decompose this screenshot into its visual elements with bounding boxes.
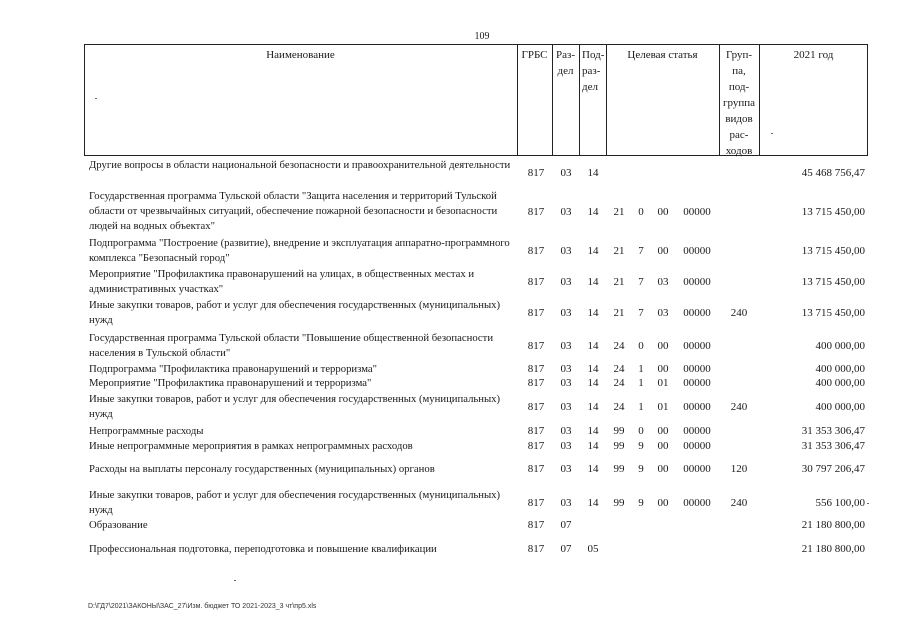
cell-program: 21	[613, 206, 625, 218]
cell-subprogram: 0	[638, 425, 644, 437]
cell-podrazdel: 14	[587, 401, 599, 413]
cell-event: 00	[657, 463, 669, 475]
cell-razdel: 03	[560, 463, 572, 475]
cell-direction: 00000	[683, 245, 711, 257]
row-name: Мероприятие "Профилактика правонарушений и терроризма"	[89, 377, 372, 389]
cell-amount: 13 715 450,00	[801, 307, 865, 319]
cell-amount: 13 715 450,00	[801, 245, 865, 257]
row-name: Образование	[89, 519, 148, 531]
cell-event: 01	[657, 401, 669, 413]
cell-program: 24	[613, 363, 625, 375]
cell-podrazdel: 05	[587, 543, 599, 555]
cell-razdel: 03	[560, 363, 572, 375]
cell-subprogram: 7	[638, 307, 644, 319]
cell-event: 00	[657, 425, 669, 437]
cell-grbs: 817	[527, 377, 545, 389]
header-target-article: Целевая статья	[627, 49, 698, 61]
cell-program: 21	[613, 245, 625, 257]
cell-event: 00	[657, 497, 669, 509]
cell-podrazdel: 14	[587, 497, 599, 509]
cell-event: 00	[657, 440, 669, 452]
cell-program: 99	[613, 425, 625, 437]
cell-podrazdel: 14	[587, 245, 599, 257]
cell-razdel: 03	[560, 401, 572, 413]
cell-event: 03	[657, 276, 669, 288]
row-name: Другие вопросы в области национальной безопасности и правоохранительной деятельности	[89, 159, 511, 171]
cell-grbs: 817	[527, 425, 545, 437]
cell-podrazdel: 14	[587, 425, 599, 437]
cell-direction: 00000	[683, 440, 711, 452]
cell-razdel: 03	[560, 167, 572, 179]
scan-speck	[95, 98, 97, 99]
cell-expense-type: 120	[730, 463, 748, 475]
row-name: Иные закупки товаров, работ и услуг для обеспечения государственных (муниципальных) нужд	[89, 299, 501, 326]
cell-program: 99	[613, 440, 625, 452]
header-name: Наименование	[266, 49, 335, 61]
cell-grbs: 817	[527, 519, 545, 531]
cell-direction: 00000	[683, 497, 711, 509]
cell-program: 99	[613, 497, 625, 509]
cell-amount: 13 715 450,00	[801, 206, 865, 218]
cell-event: 00	[657, 340, 669, 352]
cell-podrazdel: 14	[587, 377, 599, 389]
row-name: Расходы на выплаты персоналу государственных (муниципальных) органов	[89, 463, 435, 475]
cell-grbs: 817	[527, 440, 545, 452]
cell-podrazdel: 14	[587, 363, 599, 375]
cell-grbs: 817	[527, 206, 545, 218]
cell-program: 21	[613, 307, 625, 319]
cell-podrazdel: 14	[587, 463, 599, 475]
header-expense-type: Груп- па, под- группа видов рас- ходов	[722, 49, 756, 157]
header-year-2021: 2021 год	[793, 49, 834, 61]
row-name: Подпрограмма "Профилактика правонарушений и терроризма"	[89, 363, 378, 375]
cell-direction: 00000	[683, 307, 711, 319]
row-name: Государственная программа Тульской области "Защита населения и территорий Тульской области от чрезвычайных ситуаций, обеспечение пожарной безопасности и безопасности людей на водных объектах"	[89, 190, 498, 232]
row-name: Иные закупки товаров, работ и услуг для обеспечения государственных (муниципальных) нужд	[89, 393, 501, 420]
cell-expense-type: 240	[730, 497, 748, 509]
cell-amount: 556 100,00	[815, 497, 865, 509]
cell-subprogram: 1	[638, 363, 644, 375]
cell-program: 99	[613, 463, 625, 475]
cell-subprogram: 1	[638, 401, 644, 413]
cell-razdel: 03	[560, 206, 572, 218]
header-podrazdel: Под- раз- дел	[582, 49, 605, 93]
cell-program: 24	[613, 401, 625, 413]
cell-amount: 400 000,00	[815, 340, 865, 352]
cell-podrazdel: 14	[587, 276, 599, 288]
scan-speck	[771, 133, 773, 134]
cell-direction: 00000	[683, 206, 711, 218]
cell-amount: 21 180 800,00	[801, 543, 865, 555]
scan-speck	[234, 580, 236, 581]
cell-razdel: 07	[560, 519, 572, 531]
cell-event: 00	[657, 206, 669, 218]
cell-subprogram: 7	[638, 276, 644, 288]
file-path-footer: D:\ГД7\2021\ЗАКОНЫ\ЗАС_27\Изм. бюджет ТО 2021-2023_3 чт\пр5.xls	[88, 603, 317, 610]
cell-expense-type: 240	[730, 401, 748, 413]
cell-grbs: 817	[527, 543, 545, 555]
cell-amount: 13 715 450,00	[801, 276, 865, 288]
cell-direction: 00000	[683, 377, 711, 389]
cell-subprogram: 9	[638, 440, 644, 452]
cell-program: 24	[613, 377, 625, 389]
cell-razdel: 03	[560, 377, 572, 389]
cell-amount: 400 000,00	[815, 377, 865, 389]
cell-razdel: 03	[560, 440, 572, 452]
cell-grbs: 817	[527, 307, 545, 319]
cell-razdel: 03	[560, 276, 572, 288]
scan-speck	[867, 503, 869, 504]
cell-direction: 00000	[683, 401, 711, 413]
cell-podrazdel: 14	[587, 206, 599, 218]
cell-grbs: 817	[527, 363, 545, 375]
header-grbs: ГРБС	[521, 49, 548, 61]
cell-razdel: 03	[560, 340, 572, 352]
cell-event: 01	[657, 377, 669, 389]
cell-event: 00	[657, 363, 669, 375]
cell-event: 03	[657, 307, 669, 319]
cell-subprogram: 7	[638, 245, 644, 257]
row-name: Иные непрограммные мероприятия в рамках непрограммных расходов	[89, 440, 413, 452]
cell-program: 24	[613, 340, 625, 352]
cell-amount: 30 797 206,47	[801, 463, 865, 475]
cell-expense-type: 240	[730, 307, 748, 319]
cell-podrazdel: 14	[587, 340, 599, 352]
cell-subprogram: 0	[638, 340, 644, 352]
cell-grbs: 817	[527, 497, 545, 509]
cell-podrazdel: 14	[587, 167, 599, 179]
cell-subprogram: 9	[638, 463, 644, 475]
cell-grbs: 817	[527, 276, 545, 288]
row-name: Иные закупки товаров, работ и услуг для обеспечения государственных (муниципальных) нужд	[89, 489, 501, 516]
cell-grbs: 817	[527, 340, 545, 352]
cell-razdel: 03	[560, 307, 572, 319]
cell-razdel: 03	[560, 425, 572, 437]
cell-amount: 21 180 800,00	[801, 519, 865, 531]
cell-direction: 00000	[683, 463, 711, 475]
cell-amount: 31 353 306,47	[801, 425, 865, 437]
cell-grbs: 817	[527, 463, 545, 475]
cell-subprogram: 0	[638, 206, 644, 218]
cell-direction: 00000	[683, 363, 711, 375]
row-name: Профессиональная подготовка, переподготовка и повышение квалификации	[89, 543, 437, 555]
cell-razdel: 03	[560, 245, 572, 257]
page-number: 109	[474, 31, 490, 42]
cell-direction: 00000	[683, 340, 711, 352]
cell-podrazdel: 14	[587, 307, 599, 319]
row-name: Подпрограмма "Построение (развитие), внедрение и эксплуатация аппаратно-программного комплекса "Безопасный город"	[89, 237, 510, 264]
cell-amount: 400 000,00	[815, 401, 865, 413]
cell-grbs: 817	[527, 167, 545, 179]
row-name: Государственная программа Тульской области "Повышение общественной безопасности населения в Тульской области"	[89, 332, 494, 359]
row-name: Непрограммные расходы	[89, 425, 204, 437]
cell-razdel: 03	[560, 497, 572, 509]
cell-subprogram: 1	[638, 377, 644, 389]
header-razdel: Раз- дел	[555, 49, 575, 77]
cell-program: 21	[613, 276, 625, 288]
cell-razdel: 07	[560, 543, 572, 555]
cell-amount: 45 468 756,47	[801, 167, 865, 179]
cell-podrazdel: 14	[587, 440, 599, 452]
cell-grbs: 817	[527, 401, 545, 413]
cell-subprogram: 9	[638, 497, 644, 509]
cell-direction: 00000	[683, 425, 711, 437]
row-name: Мероприятие "Профилактика правонарушений на улицах, в общественных местах и административных участках"	[89, 268, 475, 295]
cell-event: 00	[657, 245, 669, 257]
cell-amount: 400 000,00	[815, 363, 865, 375]
cell-direction: 00000	[683, 276, 711, 288]
cell-grbs: 817	[527, 245, 545, 257]
cell-amount: 31 353 306,47	[801, 440, 865, 452]
